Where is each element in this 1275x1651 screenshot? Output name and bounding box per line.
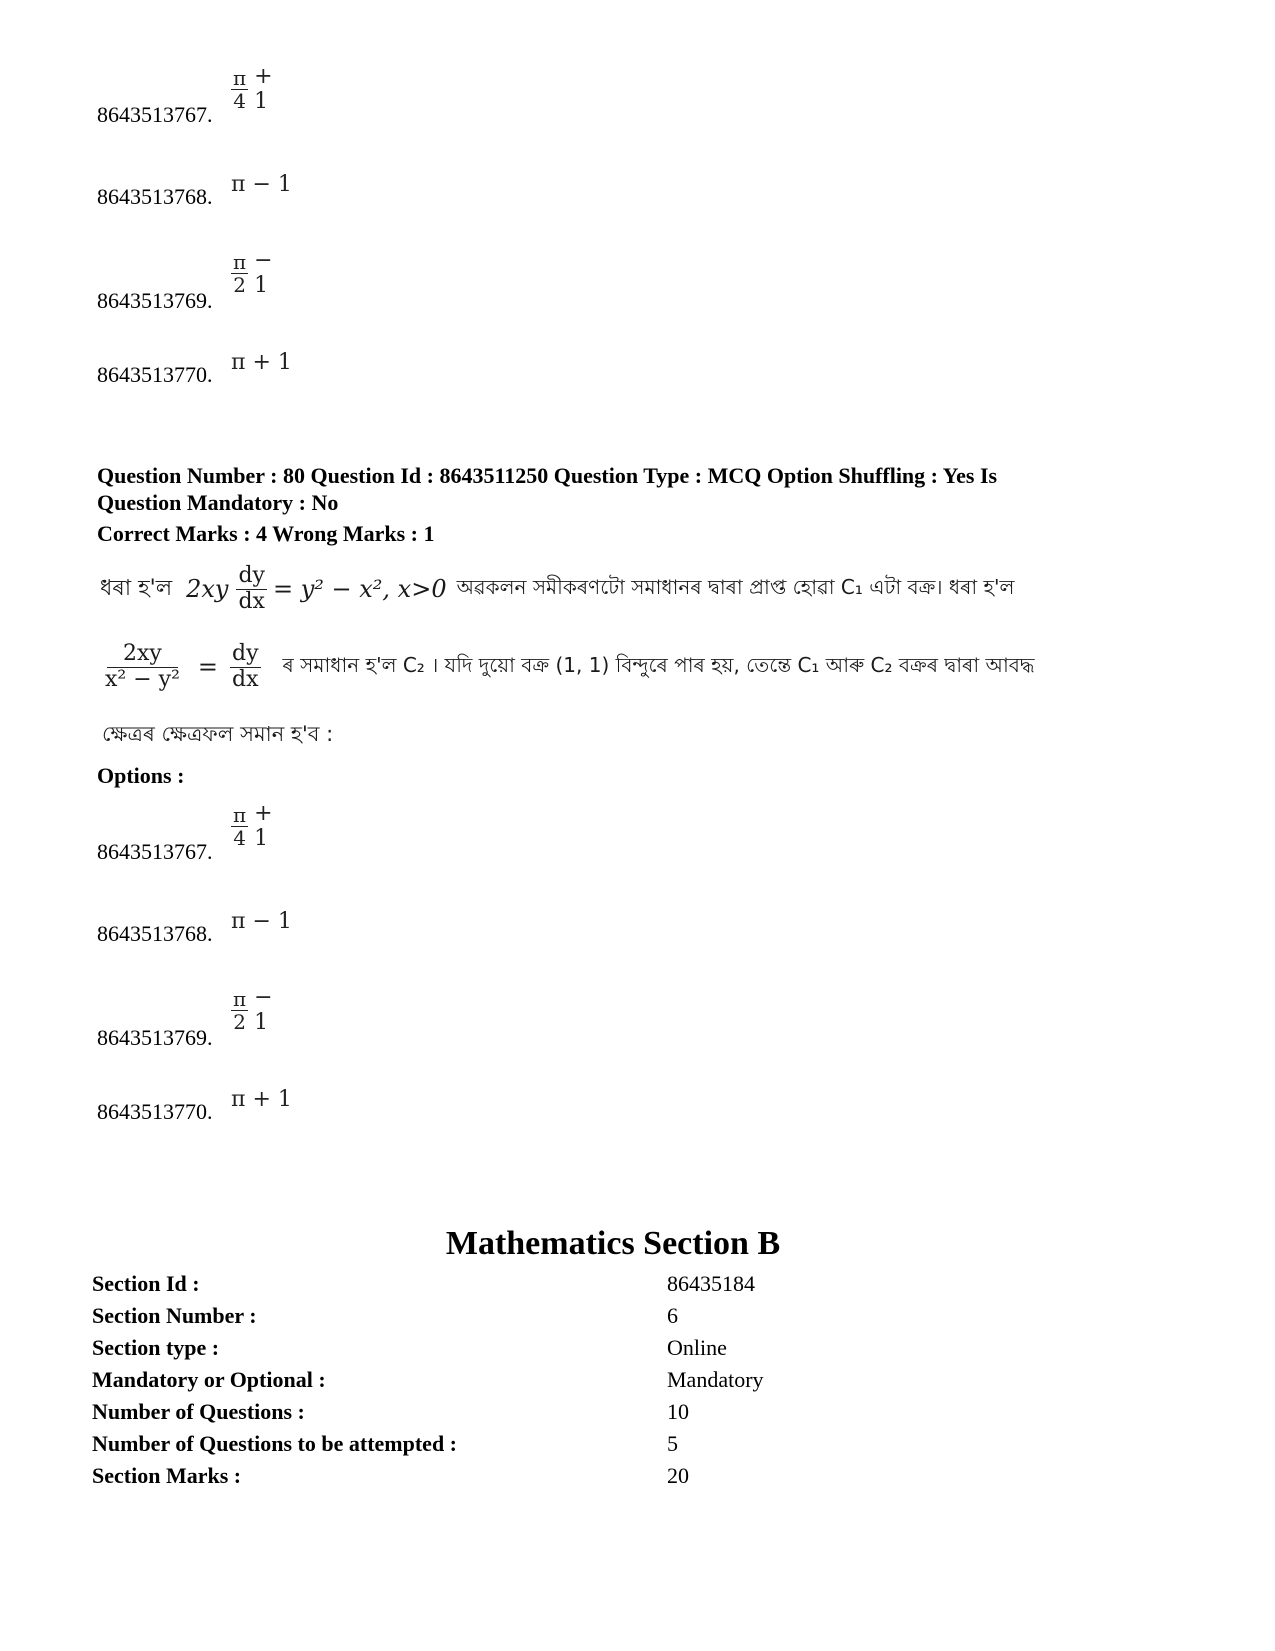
section-value: 86435184 — [667, 1271, 755, 1296]
option-id: 8643513769. — [97, 288, 213, 313]
option-expression: $\frac{\pi}{2}$ − 1 — [233, 248, 273, 298]
section-label: Section type : — [92, 1335, 220, 1360]
option-id: 8643513767. — [97, 839, 213, 864]
question-header — [97, 462, 1197, 516]
option-expression: $\frac{\pi}{4}$ + 1 — [233, 64, 273, 114]
option-id: 8643513770. — [97, 362, 213, 387]
option-expression: π + 1 — [231, 1087, 292, 1112]
section-value: Mandatory — [667, 1367, 764, 1392]
option-expression: $\frac{\pi}{4}$ + 1 — [233, 801, 273, 851]
option-expression: $\frac{\pi}{2}$ − 1 — [233, 985, 273, 1035]
option-id: 8643513768. — [97, 184, 213, 209]
option-id: 8643513770. — [97, 1099, 213, 1124]
option-id: 8643513769. — [97, 1025, 213, 1050]
section-label: Number of Questions to be attempted : — [92, 1431, 458, 1456]
section-value: Online — [667, 1335, 727, 1360]
option-expression: π − 1 — [231, 909, 292, 934]
option-expression: π + 1 — [231, 350, 292, 375]
question-body-line-1: ধৰা হ'ল 2xy $\frac{dy}{dx}$ = y² − x², x>0 অৱকলন সমীকৰণটো সমাধানৰ দ্বাৰা প্ৰাপ্ত হোৱা C₁ এটা বক্ৰ। ধৰা হ'ল — [100, 563, 1015, 614]
question-body-line-2: $\frac{2xy}{\text{x² − y²}}$ = $\frac{dy}{dx}$ ৰ সমাধান হ'ল C₂ । যদি দুয়ো বক্ৰ (1, 1) বিন্দুৰে পাৰ হয়, তেন্তে C₁ আৰু C₂ বক্ৰৰ দ্বাৰা আবদ্ধ — [105, 641, 1035, 692]
section-value: 20 — [667, 1463, 689, 1488]
section-label: Section Marks : — [92, 1463, 242, 1488]
section-label: Section Number : — [92, 1303, 257, 1328]
question-marks: Correct Marks : 4 Wrong Marks : 1 — [97, 521, 435, 546]
fraction: $\frac{dy}{dx}$ — [238, 563, 265, 614]
question-header-line-1: Question Number : 80 Question Id : 8643511250 Question Type : MCQ Option Shuffling : Yes Is — [97, 463, 998, 488]
fraction: $\frac{dy}{dx}$ — [232, 641, 259, 692]
section-value: 10 — [667, 1399, 689, 1424]
options-label: Options : — [97, 763, 185, 788]
section-value: 5 — [667, 1431, 678, 1456]
section-label: Section Id : — [92, 1271, 200, 1296]
option-id: 8643513767. — [97, 102, 213, 127]
fraction: $\frac{2xy}{\text{x² − y²}}$ — [105, 641, 180, 692]
option-expression: π − 1 — [231, 172, 292, 197]
question-header-line-2: Question Mandatory : No — [97, 490, 339, 515]
section-label: Number of Questions : — [92, 1399, 305, 1424]
section-title: Mathematics Section B — [445, 1225, 781, 1262]
option-id: 8643513768. — [97, 921, 213, 946]
question-body-line-3: ক্ষেত্ৰৰ ক্ষেত্ৰফল সমান হ'ব : — [102, 722, 334, 746]
section-label: Mandatory or Optional : — [92, 1367, 326, 1392]
section-value: 6 — [667, 1303, 678, 1328]
